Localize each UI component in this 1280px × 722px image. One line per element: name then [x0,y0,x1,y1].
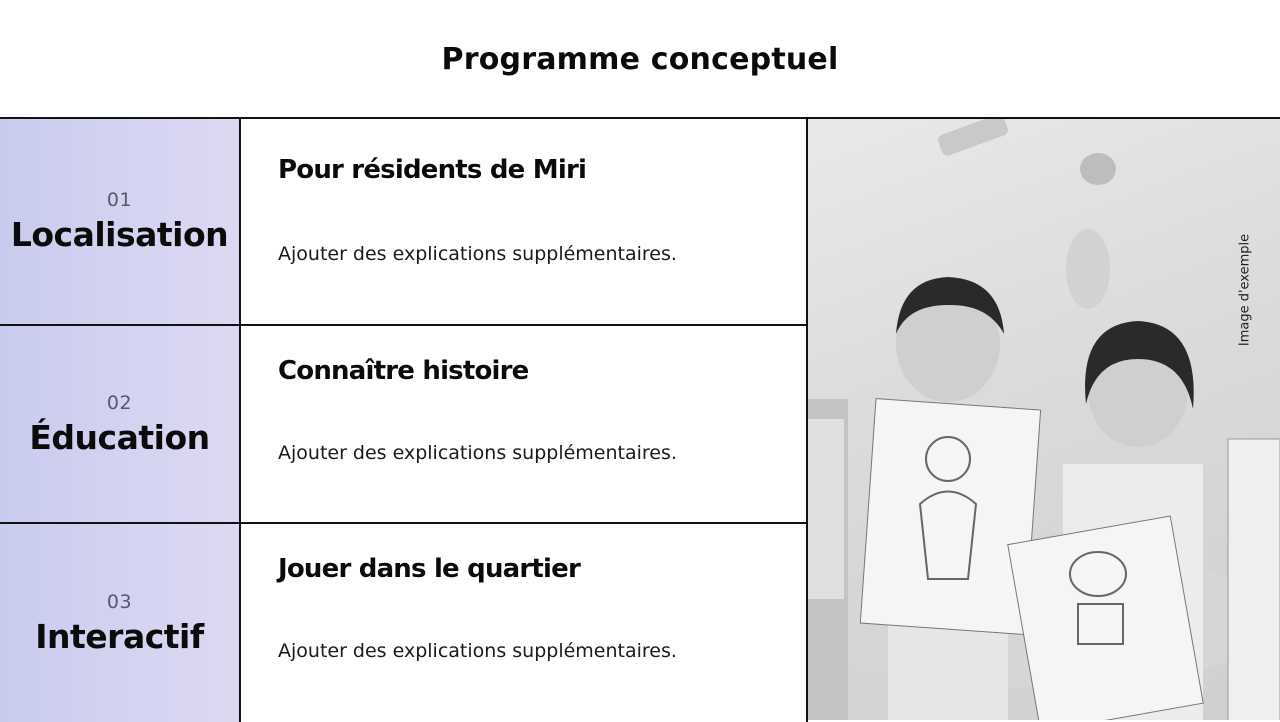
program-row [0,326,808,524]
children-photo-illustration [808,119,1280,720]
category-label: Localisation [10,215,229,254]
category-cell [0,326,241,522]
photo-caption: Image d'exemple [1237,233,1253,347]
row-description: Ajouter des explications supplémentaires. [278,243,677,265]
program-row [0,524,808,722]
row-heading: Pour résidents de Miri [278,155,587,185]
category-label: Éducation [29,417,210,457]
row-number: 03 [106,590,133,613]
page-title: Programme conceptuel [441,41,839,77]
category-label: Interactif [35,616,204,656]
row-heading: Connaître histoire [278,356,529,386]
content-cell [241,326,808,522]
content-cell [241,524,808,722]
children-photo [808,117,1280,720]
category-cell [0,524,241,722]
content-cell [241,119,808,324]
row-number: 01 [106,189,133,211]
row-number: 02 [106,391,133,414]
row-description: Ajouter des explications supplémentaires. [278,442,677,464]
program-row [0,119,808,326]
row-heading: Jouer dans le quartier [278,554,581,584]
category-cell [0,119,241,324]
row-description: Ajouter des explications supplémentaires. [278,640,677,662]
program-table [0,117,808,720]
